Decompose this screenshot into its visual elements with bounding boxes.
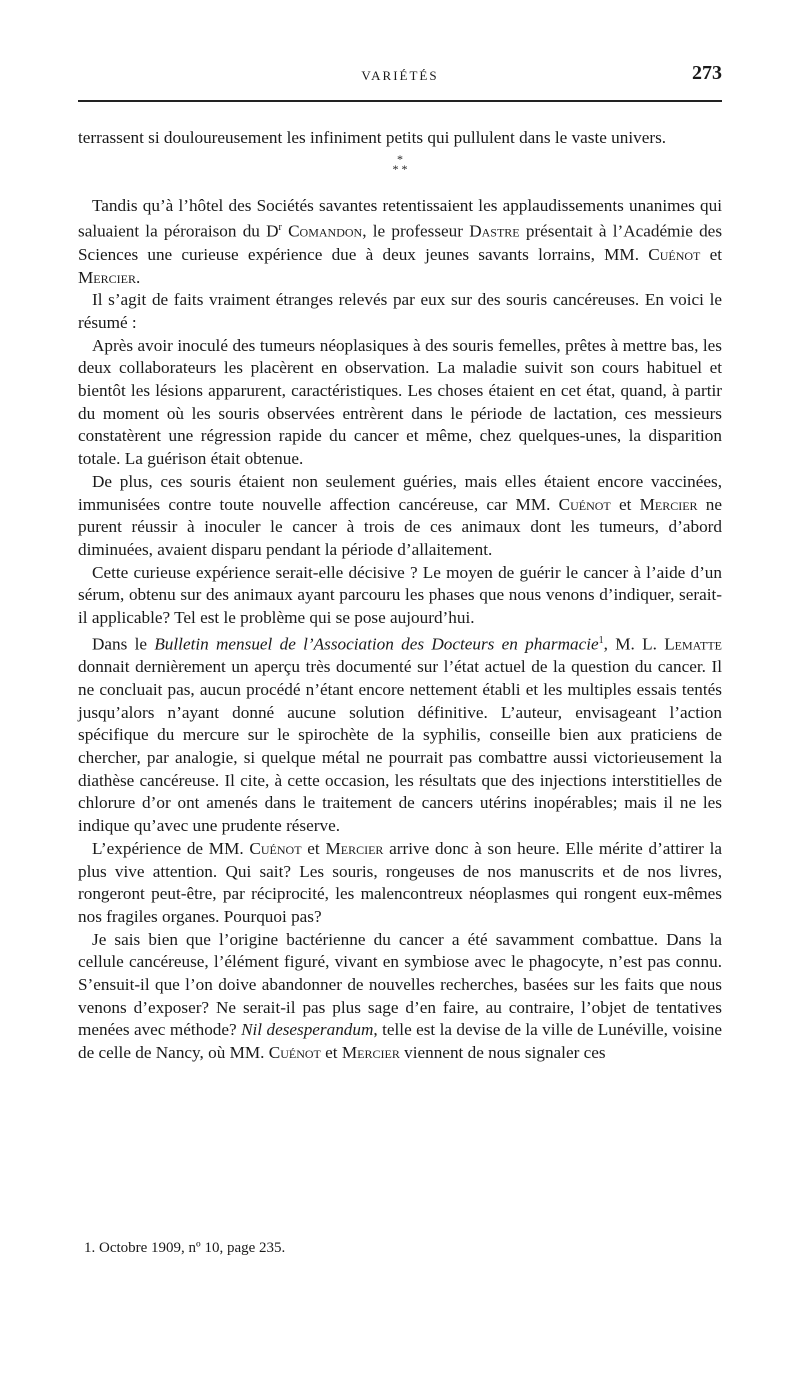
paragraph-continuation: terrassent si douloureusement les infiniment petits qui pullulent dans le vaste univers. <box>78 128 667 147</box>
paragraph-1: Tandis qu’à l’hôtel des Sociétés savantes retentissaient les applaudissements unanimes qui saluaient la péroraison du $D^r$ Comandon, le professeur Dastre présentait à l’Académie des Sciences une curieuse expérience due à deux jeunes savants lorrains, MM. Cuénot et Mercier. <box>78 195 723 287</box>
motto: Nil desesperandum <box>241 1020 374 1040</box>
paragraph-4: De plus, ces souris étaient non seulement guéries, mais elles étaient encore vaccinées, immunisées contre toute nouvelle affection cancéreuse, car MM. Cuénot et Mercier ne purent réussir à inoculer le cancer à trois de ces animaux dont les tumeurs, d’abord diminuées, avaient disparu pendant la période d’allaitement. <box>78 471 722 559</box>
paragraph-5: Cette curieuse expérience serait-elle décisive ? Le moyen de guérir le cancer à l’aide d’un sérum, obtenu sur des animaux ayant parcouru les phases que nous venons d’indiquer, serait-il applicable? Tel est le problème qui se pose aujourd’hui. <box>78 562 722 628</box>
header-rule <box>78 100 722 102</box>
page-header <box>78 62 722 92</box>
name-lematte: Lematte <box>664 634 723 654</box>
name-cuenot: Cuénot <box>249 838 302 858</box>
paragraph-7: L’expérience de MM. Cuénot et Mercier arrive donc à son heure. Elle mérite d’attirer la plus vive attention. Qui sait? Les souris, rongeuses de nos manuscrits et de nos livres, rongeront peut-être, par réciprocité, les malencontreux néoplasmes qui rongent eux-mêmes nos fragiles organes. Pourquoi pas? <box>78 838 722 926</box>
name-cuenot: Cuénot <box>268 1043 321 1063</box>
body-text <box>78 127 722 1065</box>
asterism-separator: * * * <box>392 151 408 176</box>
running-title: VARIÉTÉS <box>361 68 439 83</box>
name-mercier: Mercier <box>341 1043 400 1063</box>
name-comandon: Comandon <box>288 222 363 242</box>
paragraph-6: Dans le Bulletin mensuel de l’Association des Docteurs en pharmacie$^1$, M. L. Lematte donnait dernièrement un aperçu très documenté sur l’état actuel de la question du cancer. Il ne concluait pas, aucun procédé n’étant encore nettement établi et les multiples essais tentés jusqu’alors n’ayant donné aucune solution définitive. L’auteur, envisageant l’action spécifique du mercure sur le spirochète de la syphilis, conseille bien aux praticiens de chercher, par analogie, si quelque métal ne pourrait pas combattre aussi victorieusement la diathèse cancéreuse. Il cite, à cette occasion, les résultats que des injections interstitielles de chlorure d’or ont amenés dans le traitement de cancers utérins inopérables; mais il ne les indique qu’avec une prudente réserve. <box>78 634 723 836</box>
name-cuenot: Cuénot <box>558 494 611 514</box>
name-mercier: Mercier <box>639 494 698 514</box>
paragraph-2: Il s’agit de faits vraiment étranges relevés par eux sur des souris cancéreuses. En voici le résumé : <box>78 290 722 332</box>
paragraph-3: Après avoir inoculé des tumeurs néoplasiques à des souris femelles, prêtes à mettre bas, les deux collaborateurs les placèrent en observation. La maladie suivit son cours habituel et bientôt les lésions apparurent, caractéristiques. Les choses étaient en cet état, quand, à partir du moment où les souris observées entrèrent dans le période de lactation, ces messieurs constatèrent une régression rapide du cancer et même, chez quelques-unes, la disparition totale. La guérison était obtenue. <box>78 335 722 469</box>
footnote-ref: 1 <box>598 634 604 646</box>
name-cuenot: Cuénot <box>648 244 701 264</box>
name-mercier: Mercier <box>325 838 384 858</box>
footnote: 1. Octobre 1909, nº 10, page 235. <box>84 1240 286 1256</box>
page-number: 273 <box>692 62 722 84</box>
bulletin-title: Bulletin mensuel de l’Association des Docteurs en pharmacie <box>154 634 599 654</box>
name-dastre: Dastre <box>469 222 520 242</box>
name-mercier: Mercier <box>78 267 136 287</box>
paragraph-8: Je sais bien que l’origine bactérienne du cancer a été savamment combattue. Dans la cellule cancéreuse, l’élément figuré, vivant en symbiose avec le phagocyte, n’est pas connu. S’ensuit-il que l’on doive abandonner de nouvelles recherches, basées sur les faits que nous venons d’exposer? Ne serait-il pas plus sage d’en faire, au contraire, l’objet de tentatives menées avec méthode? Nil desesperandum, telle est la devise de la ville de Lunéville, voisine de celle de Nancy, où MM. Cuénot et Mercier viennent de nous signaler ces <box>78 929 722 1063</box>
